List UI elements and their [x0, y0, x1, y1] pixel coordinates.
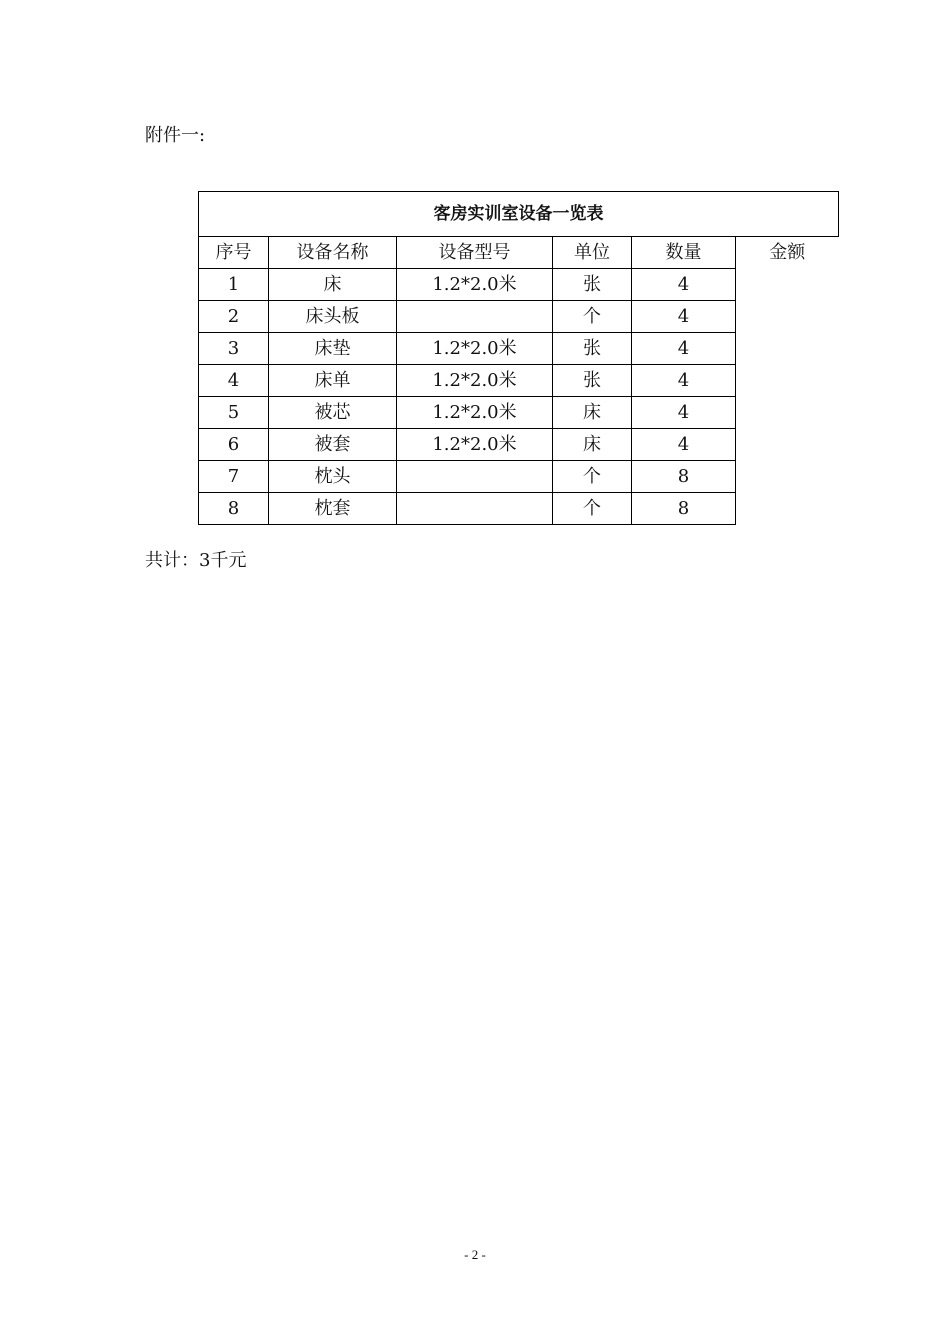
table-title: 客房实训室设备一览表: [199, 192, 839, 237]
cell-model: 1.2*2.0米: [397, 269, 553, 301]
cell-name: 被套: [269, 429, 397, 461]
cell-name: 枕头: [269, 461, 397, 493]
cell-model: 1.2*2.0米: [397, 429, 553, 461]
cell-model: 1.2*2.0米: [397, 365, 553, 397]
cell-no: 4: [199, 365, 269, 397]
cell-no: 6: [199, 429, 269, 461]
cell-amount: [736, 333, 839, 365]
cell-amount: [736, 365, 839, 397]
cell-amount: [736, 493, 839, 525]
table-row: [199, 365, 839, 397]
table-row: [199, 333, 839, 365]
table-row: [199, 301, 839, 333]
cell-name: 被芯: [269, 397, 397, 429]
cell-qty: 8: [632, 493, 736, 525]
cell-qty: 4: [632, 333, 736, 365]
cell-model: [397, 461, 553, 493]
cell-unit: 张: [553, 269, 632, 301]
cell-no: 7: [199, 461, 269, 493]
table-header-row: [199, 237, 839, 269]
total-line: 共计：3千元: [145, 550, 247, 571]
cell-amount: [736, 429, 839, 461]
cell-unit: 床: [553, 397, 632, 429]
cell-no: 8: [199, 493, 269, 525]
cell-qty: 4: [632, 429, 736, 461]
table-row: [199, 429, 839, 461]
column-header-unit: 单位: [553, 237, 632, 269]
cell-name: 床头板: [269, 301, 397, 333]
cell-amount: [736, 461, 839, 493]
page-number: - 2 -: [464, 1247, 486, 1262]
column-header-model: 设备型号: [397, 237, 553, 269]
cell-model: [397, 301, 553, 333]
cell-qty: 4: [632, 269, 736, 301]
cell-no: 1: [199, 269, 269, 301]
table-row: [199, 269, 839, 301]
cell-unit: 个: [553, 461, 632, 493]
cell-no: 2: [199, 301, 269, 333]
attachment-label: 附件一:: [145, 125, 206, 146]
cell-name: 床垫: [269, 333, 397, 365]
cell-no: 5: [199, 397, 269, 429]
cell-model: [397, 493, 553, 525]
cell-qty: 4: [632, 397, 736, 429]
column-header-no: 序号: [199, 237, 269, 269]
cell-name: 床: [269, 269, 397, 301]
cell-unit: 张: [553, 333, 632, 365]
table-row: [199, 461, 839, 493]
column-header-name: 设备名称: [269, 237, 397, 269]
cell-model: 1.2*2.0米: [397, 333, 553, 365]
table-body: [199, 269, 839, 525]
cell-amount: [736, 397, 839, 429]
table-title-row: [199, 192, 839, 237]
cell-unit: 床: [553, 429, 632, 461]
cell-unit: 张: [553, 365, 632, 397]
table-row: [199, 493, 839, 525]
cell-unit: 个: [553, 301, 632, 333]
cell-model: 1.2*2.0米: [397, 397, 553, 429]
equipment-table: [198, 191, 839, 525]
cell-name: 枕套: [269, 493, 397, 525]
column-header-amount: 金额: [769, 242, 806, 264]
table-row: [199, 397, 839, 429]
column-header-qty: 数量: [632, 237, 736, 269]
cell-unit: 个: [553, 493, 632, 525]
cell-no: 3: [199, 333, 269, 365]
cell-qty: 4: [632, 301, 736, 333]
cell-qty: 8: [632, 461, 736, 493]
cell-amount: [736, 269, 839, 301]
cell-qty: 4: [632, 365, 736, 397]
cell-amount: [736, 301, 839, 333]
cell-name: 床单: [269, 365, 397, 397]
